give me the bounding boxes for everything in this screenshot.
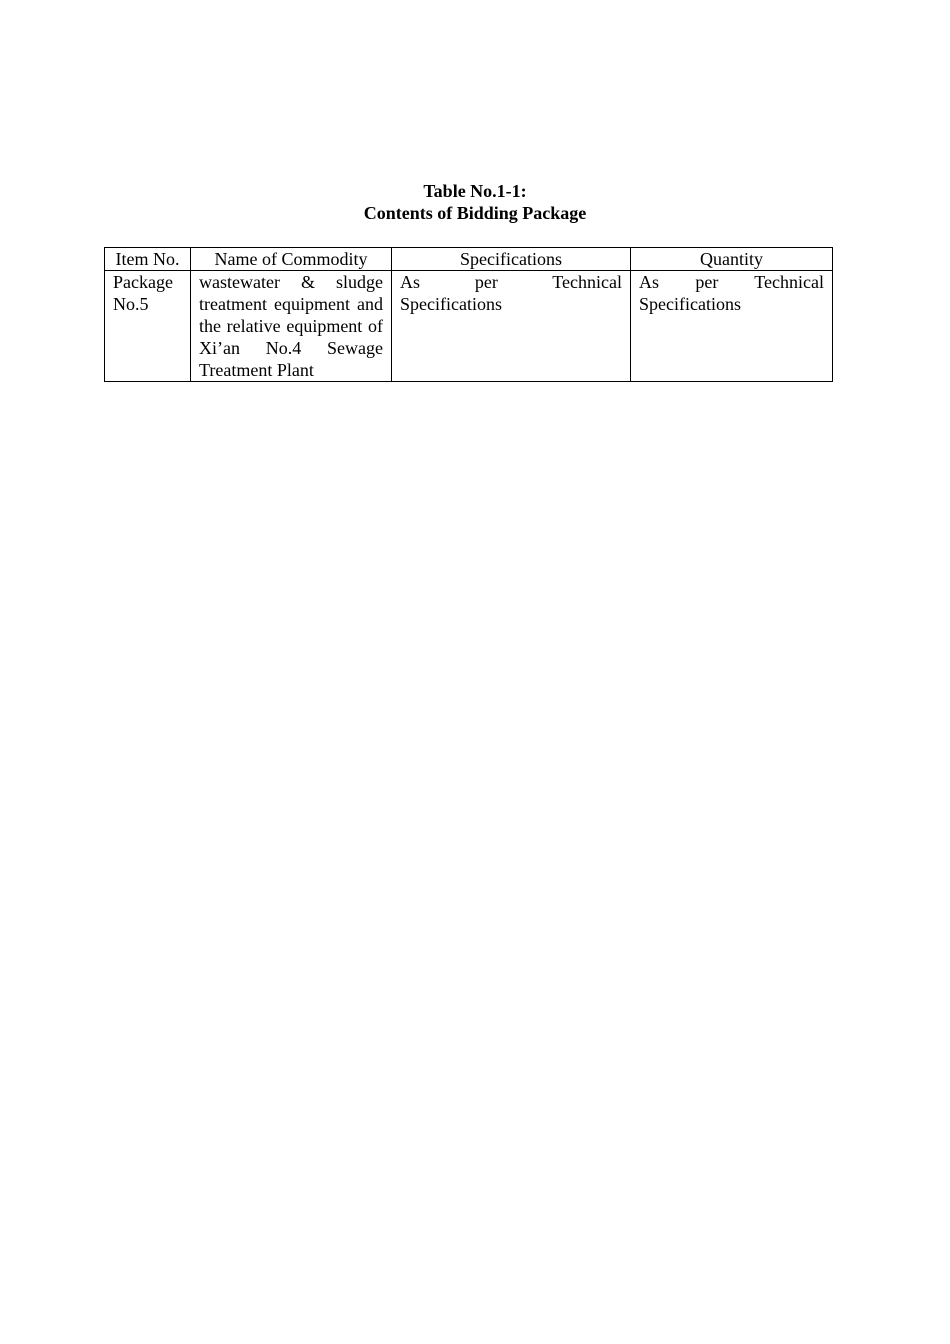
cell-commodity: wastewater & sludge treatment equipment and the relative equipment of Xi’an No.4 Sewage Treatment Plant [191, 271, 392, 382]
cell-quantity: As per Technical Specifications [631, 271, 833, 382]
cell-specifications: As per Technical Specifications [392, 271, 631, 382]
header-quantity: Quantity [631, 248, 833, 271]
table-header-row [105, 248, 833, 271]
header-item-no: Item No. [105, 248, 191, 271]
header-specifications: Specifications [392, 248, 631, 271]
table-number-title: Table No.1-1: [423, 181, 527, 201]
table-row [105, 271, 833, 382]
header-name-of-commodity: Name of Commodity [191, 248, 392, 271]
table-caption-title: Contents of Bidding Package [363, 203, 587, 223]
cell-item-no: Package No.5 [105, 271, 191, 382]
bidding-package-table [104, 247, 833, 382]
table-caption [0, 180, 950, 224]
